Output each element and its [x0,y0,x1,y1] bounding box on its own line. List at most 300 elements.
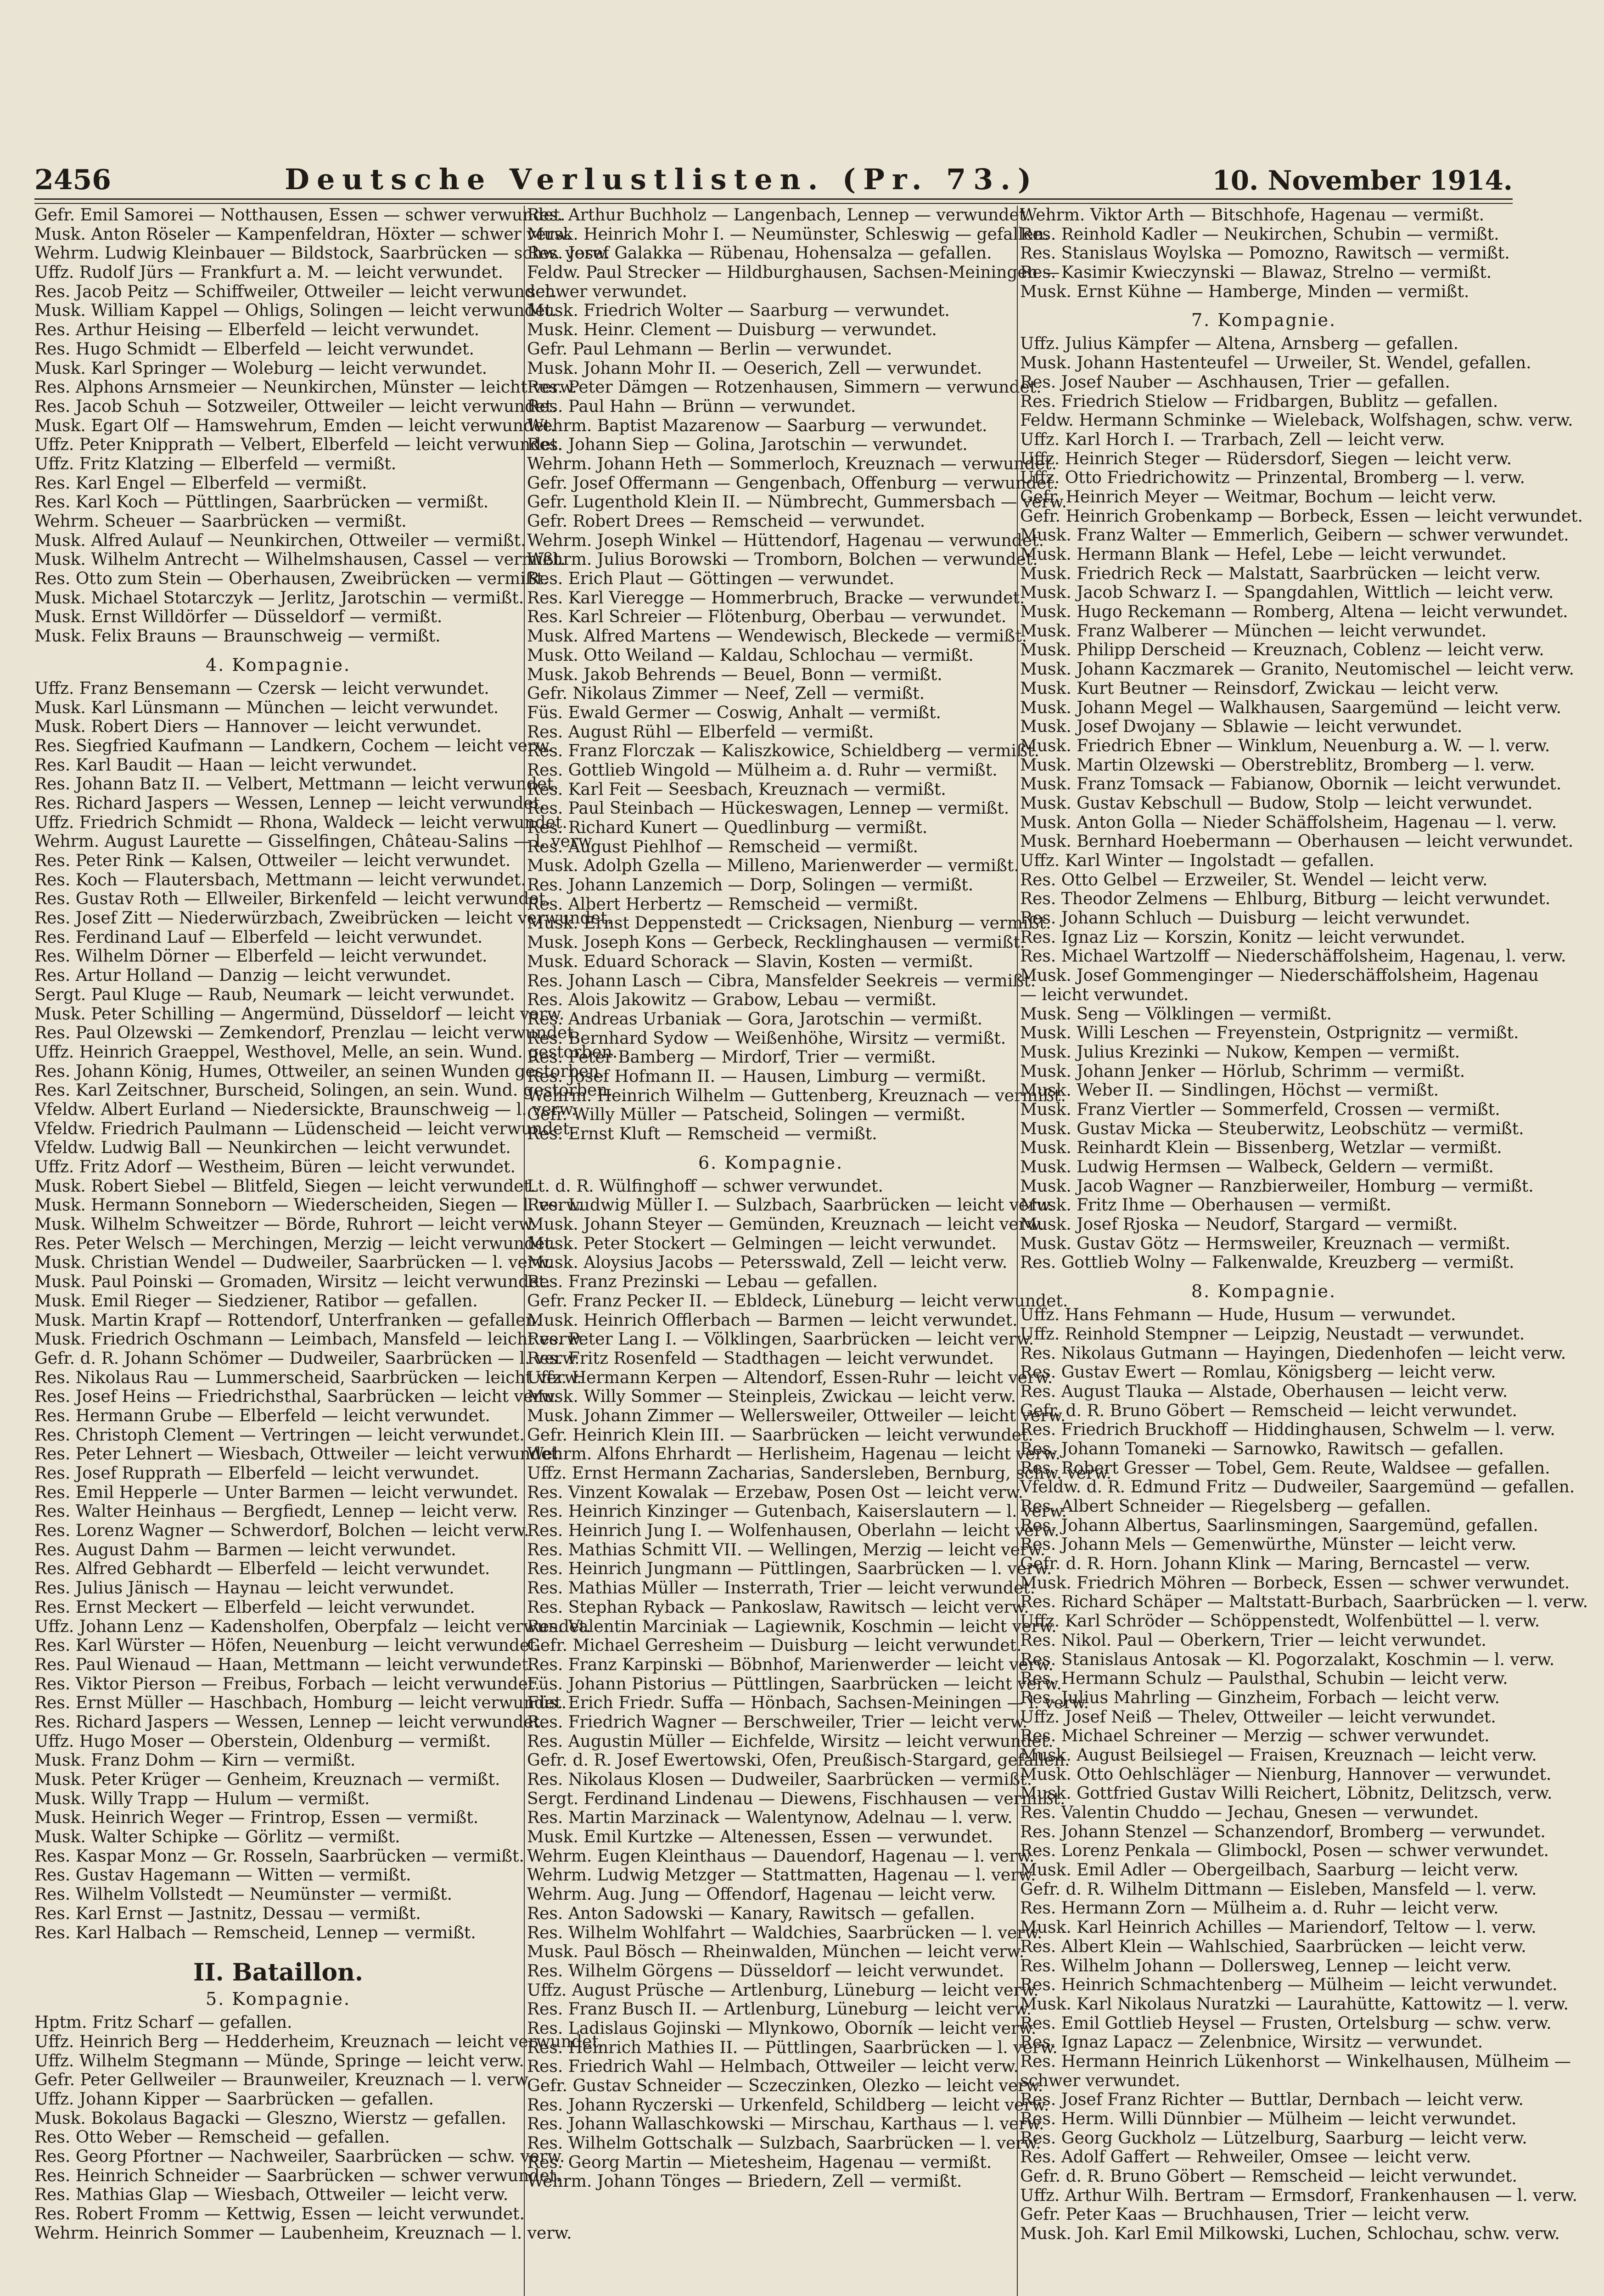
casualty-entry: Res. Bernhard Sydow — Weißenhöhe, Wirsitz — vermißt. [527,1029,1006,1048]
casualty-entry: Res. Jacob Schuh — Sotzweiler, Ottweiler — leicht verwundet. [34,397,557,416]
casualty-entry: Musk. Hermann Sonneborn — Wiederscheiden, Siegen — l. verw. [34,1196,583,1215]
casualty-entry: Res. Kasimir Kwieczynski — Blawaz, Strelno — vermißt. [1020,263,1492,282]
casualty-entry: Res. Johann Mels — Gemenwürthe, Münster — leicht verw. [1020,1535,1517,1554]
casualty-entry: Res. Peter Lang I. — Völklingen, Saarbrücken — leicht verw. [527,1330,1034,1349]
casualty-entry: Musk. Emil Adler — Obergeilbach, Saarburg — leicht verw. [1020,1861,1519,1880]
casualty-entry: Res. Herm. Willi Dünnbier — Mülheim — leicht verwundet. [1020,2110,1517,2128]
casualty-entry: Musk. William Kappel — Ohligs, Solingen — leicht verwundet. [34,301,557,321]
casualty-entry: Res. Nikolaus Gutmann — Hayingen, Diedenhofen — leicht verw. [1020,1344,1566,1363]
casualty-entry: Musk. Heinrich Mohr I. — Neumünster, Schleswig — gefallen. [527,225,1049,244]
casualty-entry: Vfeldw. Friedrich Paulmann — Lüdenscheid — leicht verwundet. [34,1119,575,1138]
casualty-entry: Res. Albert Herbertz — Remscheid — vermißt. [527,895,919,914]
casualty-entry: Res. Stephan Ryback — Pankoslaw, Rawitsch — leicht verw. [527,1598,1029,1617]
casualty-entry: Musk. Johann Kaczmarek — Granito, Neutomischel — leicht verw. [1020,660,1574,679]
page-header [34,154,1513,196]
casualty-entry: Res. Vinzent Kowalak — Erzebaw, Posen Ost — leicht verw. [527,1483,1024,1502]
casualty-entry: Res. Franz Karpinski — Böbnhof, Marienwerder — leicht verw. [527,1655,1054,1674]
casualty-entry: Musk. Anton Golla — Nieder Schäffolsheim, Hagenau — l. verw. [1020,813,1557,832]
casualty-entry: Musk. Hugo Reckemann — Romberg, Altena — leicht verwundet. [1020,602,1568,622]
casualty-entry: Res. Robert Gresser — Tobel, Gem. Reute, Waldsee — gefallen. [1020,1458,1550,1478]
casualty-entry: Res. Heinrich Jungmann — Püttlingen, Saarbrücken — l. verw. [527,1559,1052,1579]
casualty-entry: Res. Johann Stenzel — Schanzendorf, Bromberg — verwundet. [1020,1822,1546,1841]
casualty-entry: Gefr. Heinrich Meyer — Weitmar, Bochum — leicht verw. [1020,487,1497,506]
casualty-entry: Musk. Friedrich Ebner — Winklum, Neuenburg a. W. — l. verw. [1020,736,1550,755]
casualty-entry: Gefr. Heinrich Grobenkamp — Borbeck, Essen — leicht verwundet. [1020,506,1583,526]
casualty-entry: Wehrm. Viktor Arth — Bitschhofe, Hagenau — vermißt. [1020,206,1485,225]
issue-date: 10. November 1914. [1212,165,1513,196]
casualty-entry: Uffz. Karl Horch I. — Trarbach, Zell — leicht verw. [1020,430,1445,449]
casualty-entry: Musk. Karl Heinrich Achilles — Mariendorf, Teltow — l. verw. [1020,1918,1537,1937]
casualty-list [1020,334,1583,1272]
casualty-entry: Uffz. Hans Fehmann — Hude, Husum — verwundet. [1020,1306,1456,1325]
casualty-entry: Res. Andreas Urbaniak — Gora, Jarotschin — vermißt. [527,1009,982,1029]
casualty-entry: Res. Georg Pfortner — Nachweiler, Saarbrücken — schw. verw. [34,2147,565,2166]
casualty-entry: Musk. Gustav Kebschull — Budow, Stolp — leicht verwundet. [1020,793,1533,813]
casualty-entry: Füs. Ewald Germer — Coswig, Anhalt — vermißt. [527,703,942,722]
casualty-entry: Res. Peter Welsch — Merchingen, Merzig — leicht verwundet. [34,1234,557,1253]
casualty-list [34,206,610,646]
company-heading: 5. Kompagnie. [205,1989,351,2009]
casualty-entry: Musk. Jacob Wagner — Ranzbierweiler, Homburg — vermißt. [1020,1176,1534,1196]
column-divider [1017,206,1018,2296]
casualty-entry: Res. Karl Engel — Elberfeld — vermißt. [34,473,367,493]
casualty-entry: Res. Josef Zitt — Niederwürzbach, Zweibrücken — leicht verwundet. [34,909,612,928]
casualty-entry: Füs. Erich Friedr. Suffa — Hönbach, Sachsen-Meiningen — l. verw. [527,1694,1089,1713]
casualty-entry: Gefr. Josef Offermann — Gengenbach, Offenburg — verwundet. [527,473,1059,493]
casualty-entry: Gefr. Robert Drees — Remscheid — verwundet. [527,512,925,531]
casualty-entry: Musk. Egart Olf — Hamswehrum, Emden — leicht verwundet. [34,416,556,435]
casualty-entry: Gefr. Heinrich Klein III. — Saarbrücken — leicht verwundet. [527,1425,1033,1445]
casualty-entry: Res. Richard Kunert — Quedlinburg — vermißt. [527,818,928,837]
casualty-entry: Gefr. Gustav Schneider — Sczeczinken, Olezko — leicht verw. [527,2077,1043,2095]
casualty-entry: Res. Johann Wallaschkowski — Mirschau, Karthaus — l. verw. [527,2115,1044,2134]
casualty-entry: Res. Ernst Kluft — Remscheid — vermißt. [527,1125,877,1143]
casualty-entry: Wehrm. Ludwig Kleinbauer — Bildstock, Saarbrücken — schw. verw. [34,244,610,263]
casualty-entry: Res. Wilhelm Görgens — Düsseldorf — leicht verwundet. [527,1961,1004,1981]
casualty-entry: Res. Julius Mahrling — Ginzheim, Forbach — leicht verw. [1020,1688,1500,1707]
casualty-entry: Gefr. d. R. Bruno Göbert — Remscheid — leicht verwundet. [1020,2167,1517,2186]
casualty-entry: Musk. Joh. Karl Emil Milkowski, Luchen, Schlochau, schw. verw. [1020,2224,1560,2244]
casualty-entry: Musk. Heinrich Weger — Frintrop, Essen — vermißt. [34,1808,479,1828]
casualty-entry: Res. Mathias Glap — Wiesbach, Ottweiler — leicht verw. [34,2185,509,2205]
casualty-entry: Res. Peter Bamberg — Mirdorf, Trier — vermißt. [527,1048,936,1067]
casualty-entry: Musk. Martin Krapf — Rottendorf, Unterfranken — gefallen. [34,1311,542,1330]
casualty-entry: Res. Nikolaus Klosen — Dudweiler, Saarbrücken — vermißt. [527,1770,1032,1789]
casualty-entry: Musk. Johann Zimmer — Wellersweiler, Ottweiler — leicht verw. [527,1406,1066,1425]
casualty-entry: Res. Lorenz Penkala — Glimbockl, Posen — schwer verwundet. [1020,1841,1549,1861]
casualty-entry: Res. Emil Gottlieb Heysel — Frusten, Ortelsburg — schw. verw. [1020,2014,1552,2033]
casualty-entry: Res. Christoph Clement — Vertringen — leicht verwundet. [34,1425,525,1445]
casualty-entry: Sergt. Ferdinand Lindenau — Diewens, Fischhausen — vermißt. [527,1789,1066,1808]
casualty-entry: Res. Johann Siep — Golina, Jarotschin — verwundet. [527,435,968,455]
casualty-entry: Res. Karl Koch — Püttlingen, Saarbrücken — vermißt. [34,493,489,512]
casualty-entry: Res. Gustav Ewert — Romlau, Königsberg — leicht verw. [1020,1363,1496,1382]
company-heading: 7. Kompagnie. [1191,310,1337,331]
casualty-entry: Uffz. Otto Friedrichowitz — Prinzental, Bromberg — l. verw. [1020,468,1525,488]
casualty-entry: Musk. Franz Dohm — Kirn — vermißt. [34,1751,356,1770]
casualty-entry: Musk. Alfred Aulauf — Neunkirchen, Ottweiler — vermißt. [34,531,526,550]
casualty-entry: Res. Ladislaus Gojinski — Mlynkowo, Oborník — leicht verw. [527,2019,1037,2038]
casualty-entry: Uffz. Wilhelm Stegmann — Münde, Springe — leicht verw. [34,2051,524,2071]
casualty-entry: Res. Johann Schluch — Duisburg — leicht verwundet. [1020,909,1470,928]
casualty-entry: Res. Mathias Müller — Insterrath, Trier — leicht verwundet. [527,1579,1036,1598]
casualty-entry: Res. Robert Fromm — Kettwig, Essen — leicht verwundet. [34,2205,525,2224]
casualty-entry: Vfeldw. Ludwig Ball — Neunkirchen — leicht verwundet. [34,1138,511,1158]
casualty-entry: Res. Lorenz Wagner — Schwerdorf, Bolchen — leicht verw. [34,1521,529,1541]
casualty-entry: Wehrm. Julius Borowski — Tromborn, Bolchen — verwundet. [527,550,1038,569]
casualty-entry: Res. Ignaz Liz — Korszin, Konitz — leicht verwundet. [1020,928,1465,947]
casualty-entry: Res. Valentin Marciniak — Lagiewnik, Koschmin — leicht verw. [527,1617,1057,1636]
column-3 [1020,206,1588,2296]
casualty-entry: Res. Richard Schäper — Maltstatt-Burbach, Saarbrücken — l. verw. [1020,1593,1588,1612]
casualty-entry: Res. Hermann Heinrich Lükenhorst — Winkelhausen, Mülheim — [1020,2052,1571,2071]
casualty-entry: Gefr. d. R. Josef Ewertowski, Ofen, Preußisch-Stargard, gefallen. [527,1751,1070,1770]
casualty-entry: — leicht verwundet. [1020,985,1189,1004]
casualty-entry: Res. Wilhelm Vollstedt — Neumünster — vermißt. [34,1885,453,1904]
casualty-entry: Res. Wilhelm Wohlfahrt — Waldchies, Saarbrücken — l. verw. [527,1923,1043,1942]
casualty-entry: Uffz. Karl Winter — Ingolstadt — gefallen. [1020,851,1374,870]
casualty-entry: Musk. Aloysius Jacobs — Petersswald, Zell — leicht verw. [527,1253,1008,1272]
casualty-entry: Musk. Paul Bösch — Rheinwalden, München — leicht verw. [527,1942,1025,1962]
casualty-entry: Musk. Emil Kurtzke — Altenessen, Essen — verwundet. [527,1828,993,1847]
casualty-entry: Res. Ignaz Lapacz — Zelenbnice, Wirsitz — verwundet. [1020,2033,1483,2052]
casualty-entry: Musk. Martin Olzewski — Oberstreblitz, Bromberg — l. verw. [1020,755,1535,775]
casualty-entry: Res. Karl Baudit — Haan — leicht verwundet. [34,755,417,775]
casualty-entry: Uffz. Julius Kämpfer — Altena, Arnsberg — gefallen. [1020,334,1459,354]
casualty-entry: Res. Friedrich Stielow — Fridbargen, Bublitz — gefallen. [1020,392,1498,411]
casualty-entry: Res. Johann Albertus, Saarlinsmingen, Saargemünd, gefallen. [1020,1516,1538,1535]
casualty-entry: Wehrm. August Laurette — Gisselfingen, Château-Salins — l. verw. [34,832,596,851]
casualty-entry: Res. Heinrich Schneider — Saarbrücken — schwer verwundet. [34,2166,561,2185]
casualty-entry: Uffz. Arthur Wilh. Bertram — Ermsdorf, Frankenhausen — l. verw. [1020,2186,1578,2205]
casualty-list [1020,206,1508,301]
casualty-entry: Res. Ernst Meckert — Elberfeld — leicht verwundet. [34,1598,476,1617]
casualty-entry: Res. Hermann Schulz — Paulsthal, Schubin — leicht verw. [1020,1669,1508,1688]
casualty-entry: Musk. Seng — Völklingen — vermißt. [1020,1004,1332,1024]
casualty-entry: Res. Fritz Rosenfeld — Stadthagen — leicht verwundet. [527,1349,994,1368]
casualty-entry: Musk. Friedrich Reck — Malstatt, Saarbrücken — leicht verw. [1020,564,1541,583]
casualty-entry: Musk. Franz Viertler — Sommerfeld, Crossen — vermißt. [1020,1100,1500,1119]
casualty-list [1020,1306,1588,2244]
casualty-entry: Uffz. Heinrich Berg — Hedderheim, Kreuznach — leicht verwundet. [34,2032,604,2051]
casualty-entry: Uffz. Friedrich Schmidt — Rhona, Waldeck — leicht verwundet. [34,813,567,832]
casualty-entry: Musk. Peter Schilling — Angermünd, Düsseldorf — leicht verw. [34,1004,565,1024]
casualty-entry: Gefr. d. R. Johann Schömer — Dudweiler, Saarbrücken — l. verw. [34,1349,580,1368]
casualty-entry: Uffz. Heinrich Steger — Rüdersdorf, Siegen — leicht verw. [1020,449,1512,468]
casualty-entry: Uffz. Fritz Adorf — Westheim, Büren — leicht verwundet. [34,1158,516,1176]
casualty-entry: Res. Nikol. Paul — Oberkern, Trier — leicht verwundet. [1020,1631,1486,1650]
casualty-entry: Füs. Johann Pistorius — Püttlingen, Saarbrücken — leicht verw. [527,1674,1062,1694]
casualty-entry: Musk. Heinr. Clement — Duisburg — verwundet. [527,321,937,340]
casualty-entry: Musk. Kurt Beutner — Reinsdorf, Zwickau — leicht verw. [1020,679,1499,698]
casualty-entry: Gefr. Michael Gerresheim — Duisburg — leicht verwundet. [527,1636,1022,1655]
casualty-entry: Res. Karl Schreier — Flötenburg, Oberbau — verwundet. [527,608,1007,627]
casualty-entry: Res. Otto Weber — Remscheid — gefallen. [34,2128,390,2147]
casualty-entry: Res. Johann Lasch — Cibra, Mansfelder Seekreis — vermißt. [527,971,1036,990]
casualty-entry: Musk. Heinrich Offlerbach — Barmen — leicht verwundet. [527,1311,1018,1330]
casualty-entry: Musk. Bernhard Hoebermann — Oberhausen — leicht verwundet. [1020,832,1574,851]
casualty-entry: Wehrm. Alfons Ehrhardt — Herlisheim, Hagenau — leicht verw. [527,1445,1061,1464]
casualty-entry: Musk. Felix Brauns — Braunschweig — vermißt. [34,627,441,646]
casualty-entry: Res. Heinrich Kinzinger — Gutenbach, Kaiserslautern — l. verw. [527,1502,1067,1521]
casualty-entry: Res. Alois Jakowitz — Grabow, Lebau — vermißt. [527,990,937,1010]
company-heading: 8. Kompagnie. [1191,1281,1337,1302]
casualty-entry: Uffz. Reinhold Stempner — Leipzig, Neustadt — verwundet. [1020,1324,1525,1344]
casualty-entry: Musk. Friedrich Wolter — Saarburg — verwundet. [527,301,950,321]
casualty-entry: Res. Arthur Buchholz — Langenbach, Lennep — verwundet. [527,206,1031,225]
casualty-entry: Res. Johann König, Humes, Ottweiler, an seinen Wunden gestorben. [34,1062,605,1081]
casualty-entry: Musk. Johann Steyer — Gemünden, Kreuznach — leicht verw. [527,1215,1044,1234]
casualty-entry: Musk. Franz Tomsack — Fabianow, Obornik — leicht verwundet. [1020,775,1562,794]
casualty-entry: Res. Josef Rupprath — Elberfeld — leicht verwundet. [34,1464,480,1483]
casualty-entry: Res. Michael Wartzolff — Niederschäffolsheim, Hagenau, l. verw. [1020,947,1566,966]
casualty-entry: Res. Friedrich Wahl — Helmbach, Ottweiler — leicht verw. [527,2057,1019,2077]
casualty-entry: Musk. August Beilsiegel — Fraisen, Kreuznach — leicht verw. [1020,1745,1537,1765]
casualty-entry: Gefr. d. R. Horn. Johann Klink — Maring, Berncastel — verw. [1020,1554,1531,1574]
casualty-entry: Gefr. Lugenthold Klein II. — Nümbrecht, Gummersbach — verw. [527,493,1067,512]
casualty-entry: Res. Franz Prezinski — Lebau — gefallen. [527,1272,878,1292]
column-1 [34,206,618,2296]
casualty-entry: Res. Heinrich Schmachtenberg — Mülheim — leicht verwundet. [1020,1975,1558,1995]
casualty-entry: Musk. Karl Springer — Woleburg — leicht verwundet. [34,359,488,378]
casualty-entry: Musk. Johann Mohr II. — Oeserich, Zell — verwundet. [527,359,982,378]
casualty-entry: Musk. Julius Krezinki — Nukow, Kempen — vermißt. [1020,1042,1460,1062]
casualty-entry: Wehrm. Aug. Jung — Offendorf, Hagenau — leicht verw. [527,1885,996,1904]
casualty-entry: Wehrm. Eugen Kleinthaus — Dauendorf, Hagenau — l. verw. [527,1846,1035,1866]
casualty-entry: Musk. Josef Dwojany — Sblawie — leicht verwundet. [1020,717,1463,737]
casualty-entry: Res. Wilhelm Gottschalk — Sulzbach, Saarbrücken — l. verw. [527,2134,1041,2153]
casualty-entry: Musk. Weber II. — Sindlingen, Höchst — vermißt. [1020,1081,1439,1100]
casualty-entry: Sergt. Paul Kluge — Raub, Neumark — leicht verwundet. [34,985,515,1004]
casualty-entry: Res. Wilhelm Dörner — Elberfeld — leicht verwundet. [34,947,488,966]
column-divider [524,206,525,2296]
casualty-entry: Musk. Robert Siebel — Blitfeld, Siegen — leicht verwundet. [34,1176,536,1196]
casualty-entry: schwer verwundet. [1020,2071,1180,2090]
casualty-entry: Musk. Josef Gommenginger — Niederschäffolsheim, Hagenau [1020,966,1539,985]
casualty-entry: Res. Gustav Hagemann — Witten — vermißt. [34,1866,411,1885]
casualty-entry: Wehrm. Scheuer — Saarbrücken — vermißt. [34,512,407,531]
casualty-entry: Res. Hermann Grube — Elberfeld — leicht verwundet. [34,1406,490,1425]
casualty-entry: Musk. Otto Weiland — Kaldau, Schlochau — vermißt. [527,646,974,665]
casualty-entry: Res. Johann Batz II. — Velbert, Mettmann — leicht verwundet. [34,775,559,794]
casualty-entry: Musk. Peter Stockert — Gelmingen — leicht verwundet. [527,1234,997,1253]
casualty-entry: Res. Johann Tomaneki — Sarnowko, Rawitsch — gefallen. [1020,1439,1504,1458]
casualty-entry: Res. August Rühl — Elberfeld — vermißt. [527,722,874,742]
casualty-entry: Res. August Piehlhof — Remscheid — vermißt. [527,837,918,856]
casualty-entry: Res. Hugo Schmidt — Elberfeld — leicht verwundet. [34,339,474,359]
casualty-entry: Uffz. August Prüsche — Artlenburg, Lüneburg — leicht verw. [527,1981,1039,2000]
casualty-entry: Gefr. Peter Kaas — Bruchhausen, Trier — leicht verw. [1020,2205,1470,2224]
casualty-entry: Musk. Eduard Schorack — Slavin, Kosten — vermißt. [527,952,974,971]
casualty-entry: Feldw. Hermann Schminke — Wieleback, Wolfshagen, schw. verw. [1020,411,1573,430]
casualty-entry: Res. Josef Hofmann II. — Hausen, Limburg — vermißt. [527,1067,987,1086]
casualty-entry: Res. Ferdinand Lauf — Elberfeld — leicht verwundet. [34,928,483,947]
casualty-entry: Musk. Gustav Götz — Hermsweiler, Kreuznach — vermißt. [1020,1234,1511,1253]
casualty-entry: Musk. Hermann Blank — Hefel, Lebe — leicht verwundet. [1020,545,1507,564]
casualty-entry: Res. Emil Hepperle — Unter Barmen — leicht verwundet. [34,1483,519,1502]
casualty-entry: Feldw. Paul Strecker — Hildburghausen, Sachsen-Meiningen — [527,263,1060,282]
casualty-entry: Res. Richard Jaspers — Wessen, Lennep — leicht verwundet. [34,1712,545,1732]
casualty-entry: Uffz. Josef Neiß — Thelev, Ottweiler — leicht verwundet. [1020,1707,1496,1727]
casualty-entry: Res. August Tlauka — Alstade, Oberhausen — leicht verw. [1020,1382,1508,1401]
casualty-entry: Uffz. Rudolf Jürs — Frankfurt a. M. — leicht verwundet. [34,263,503,282]
casualty-entry: Musk. Jakob Behrends — Beuel, Bonn — vermißt. [527,665,942,684]
casualty-entry: Uffz. Johann Lenz — Kadensholfen, Oberpfalz — leicht verwundet. [34,1617,591,1636]
casualty-entry: Res. Josef Nauber — Aschhausen, Trier — gefallen. [1020,372,1450,392]
casualty-entry: Res. Peter Rink — Kalsen, Ottweiler — leicht verwundet. [34,851,511,870]
casualty-entry: Res. Stanislaus Woylska — Pomozno, Rawitsch — vermißt. [1020,244,1510,263]
casualty-entry: Res. Karl Ernst — Jastnitz, Dessau — vermißt. [34,1904,421,1923]
casualty-entry: Res. Walter Heinhaus — Bergfiedt, Lennep — leicht verw. [34,1502,518,1521]
casualty-entry: Wehrm. Ludwig Metzger — Stattmatten, Hagenau — l. verw. [527,1866,1036,1885]
casualty-entry: Musk. Karl Nikolaus Nuratzki — Laurahütte, Kattowitz — l. verw. [1020,1994,1569,2014]
casualty-entry: Gefr. Willy Müller — Patscheid, Solingen — vermißt. [527,1105,966,1125]
casualty-entry: Musk. Anton Röseler — Kampenfeldran, Höxter — schwer verw. [34,225,572,244]
company-heading: 6. Kompagnie. [698,1152,844,1173]
casualty-entry: Res. Koch — Flautersbach, Mettmann — leicht verwundet. [34,870,526,889]
casualty-entry: Res. Adolf Gaffert — Rehweiler, Omsee — leicht verw. [1020,2148,1471,2167]
casualty-entry: Res. Otto zum Stein — Oberhausen, Zweibrücken — vermißt. [34,569,549,589]
casualty-entry: Res. Josef Heins — Friedrichsthal, Saarbrücken — leicht verw. [34,1387,559,1407]
casualty-entry: Res. Jacob Peitz — Schiffweiler, Ottweiler — leicht verwundet. [34,282,557,301]
casualty-entry: Musk. Willi Leschen — Freyenstein, Ostprignitz — vermißt. [1020,1024,1519,1043]
casualty-entry: Musk. Robert Diers — Hannover — leicht verwundet. [34,717,482,737]
casualty-entry: Res. Peter Lehnert — Wiesbach, Ottweiler — leicht verwundet. [34,1445,563,1464]
casualty-entry: Res. Karl Feit — Seesbach, Kreuznach — vermißt. [527,780,946,799]
casualty-entry: Res. Ernst Müller — Haschbach, Homburg — leicht verwundet. [34,1694,567,1713]
casualty-entry: Musk. Jacob Schwarz I. — Spangdahlen, Wittlich — leicht verw. [1020,583,1554,602]
battalion-heading: II. Bataillon. [193,1958,364,1987]
casualty-entry: Hptm. Fritz Scharf — gefallen. [34,2013,292,2032]
casualty-entry: Res. Paul Wienaud — Haan, Mettmann — leicht verwundet. [34,1655,534,1674]
casualty-list [34,679,618,1942]
casualty-entry: Musk. Reinhardt Klein — Bissenberg, Wetzlar — vermißt. [1020,1138,1502,1158]
casualty-entry: Uffz. Johann Kipper — Saarbrücken — gefallen. [34,2089,434,2109]
casualty-list [34,2013,604,2243]
casualty-entry: Res. Reinhold Kadler — Neukirchen, Schubin — vermißt. [1020,225,1499,244]
casualty-entry: Res. Josef Franz Richter — Buttlar, Dernbach — leicht verw. [1020,2090,1524,2110]
casualty-entry: Res. Heinrich Mathies II. — Püttlingen, Saarbrücken — l. verw. [527,2038,1058,2057]
casualty-entry: Gefr. Peter Gellweiler — Braunweiler, Kreuznach — l. verw. [34,2071,532,2090]
casualty-entry: Gefr. Paul Lehmann — Berlin — verwundet. [527,339,892,359]
casualty-entry: Res. Georg Martin — Mietesheim, Hagenau — vermißt. [527,2153,992,2172]
casualty-entry: Res. Paul Hahn — Brünn — verwundet. [527,397,856,416]
casualty-entry: Res. Karl Zeitschner, Burscheid, Solingen, an sein. Wund. gestorben. [34,1081,613,1100]
casualty-entry: Res. Otto Gelbel — Erzweiler, St. Wendel — leicht verw. [1020,870,1488,889]
casualty-entry: Res. Albert Schneider — Riegelsberg — gefallen. [1020,1497,1431,1516]
casualty-entry: Res. Franz Florczak — Kaliszkowice, Schieldberg — vermißt. [527,742,1040,761]
casualty-entry: Res. Gustav Roth — Ellweiler, Birkenfeld — leicht verwundet. [34,889,551,909]
column-2 [527,206,1112,2296]
casualty-entry: Musk. Karl Lünsmann — München — leicht verwundet. [34,698,499,717]
casualty-entry: Res. Viktor Pierson — Freibus, Forbach — leicht verwundet. [34,1674,540,1694]
casualty-entry: Musk. Philipp Derscheid — Kreuznach, Coblenz — leicht verw. [1020,641,1544,660]
casualty-entry: Musk. Wilhelm Schweitzer — Börde, Ruhrort — leicht verw. [34,1215,536,1234]
casualty-entry: Res. Josef Galakka — Rübenau, Hohensalza — gefallen. [527,244,992,263]
casualty-entry: Uffz. Franz Bensemann — Czersk — leicht verwundet. [34,679,489,698]
page-number: 2456 [34,164,111,196]
casualty-entry: Res. Martin Marzinack — Walentynow, Adelnau — l. verw. [527,1808,1013,1828]
casualty-entry: Res. Gottlieb Wolny — Falkenwalde, Kreuzberg — vermißt. [1020,1253,1514,1272]
casualty-entry: Res. Alfred Gebhardt — Elberfeld — leicht verwundet. [34,1559,490,1579]
casualty-entry: Musk. Gustav Micka — Steuberwitz, Leobschütz — vermißt. [1020,1119,1524,1138]
casualty-entry: Res. Johann Ryczerski — Urkenfeld, Schildberg — leicht verw. [527,2095,1049,2115]
casualty-entry: Res. Wilhelm Johann — Dollersweg, Lennep — leicht verw. [1020,1956,1512,1975]
casualty-entry: Res. Valentin Chuddo — Jechau, Gnesen — verwundet. [1020,1803,1479,1822]
casualty-entry: Res. Anton Sadowski — Kanary, Rawitsch — gefallen. [527,1904,975,1923]
casualty-entry: Res. Nikolaus Rau — Lummerscheid, Saarbrücken — leicht verw. [34,1368,582,1387]
casualty-entry: Gefr. Franz Pecker II. — Ebldeck, Lüneburg — leicht verwundet. [527,1291,1068,1311]
company-heading: 4. Kompagnie. [205,654,351,675]
casualty-entry: Musk. Johann Hastenteufel — Urweiler, St. Wendel, gefallen. [1020,354,1531,373]
casualty-entry: Wehrm. Heinrich Wilhelm — Guttenberg, Kreuznach — vermißt. [527,1086,1066,1105]
casualty-entry: Musk. Christian Wendel — Dudweiler, Saarbrücken — l. verw. [34,1253,553,1272]
casualty-entry: Uffz. Heinrich Graeppel, Westhovel, Melle, an sein. Wund. gestorben. [34,1042,618,1062]
casualty-entry: Res. Gottlieb Wingold — Mülheim a. d. Ruhr — vermißt. [527,760,998,780]
casualty-entry: Res. Mathias Schmitt VII. — Wellingen, Merzig — leicht verw. [527,1540,1046,1559]
casualty-entry: Res. Albert Klein — Wahlschied, Saarbrücken — leicht verw. [1020,1937,1526,1956]
casualty-entry: Musk. Michael Stotarczyk — Jerlitz, Jarotschin — vermißt. [34,588,524,608]
casualty-entry: Musk. Willy Sommer — Steinpleis, Zwickau — leicht verw. [527,1387,1016,1407]
casualty-entry: Uffz. Karl Schröder — Schöppenstedt, Wolfenbüttel — l. verw. [1020,1612,1540,1631]
casualty-entry: Musk. Otto Oehlschläger — Nienburg, Hannover — verwundet. [1020,1765,1552,1784]
casualty-entry: Res. Augustin Müller — Eichfelde, Wirsitz — leicht verwundet. [527,1732,1054,1751]
casualty-entry: Res. Michael Schreiner — Merzig — schwer verwundet. [1020,1727,1490,1746]
casualty-entry: Musk. Emil Rieger — Siedziener, Ratibor — gefallen. [34,1291,478,1311]
casualty-entry: Musk. Walter Schipke — Görlitz — vermißt. [34,1828,400,1847]
casualty-list [527,1176,1112,2191]
casualty-entry: Res. Karl Halbach — Remscheid, Lennep — vermißt. [34,1923,476,1942]
casualty-entry: Wehrm. Johann Heth — Sommerloch, Kreuznach — verwundet. [527,454,1057,473]
casualty-entry: Gefr. Emil Samorei — Notthausen, Essen — schwer verwundet. [34,206,566,225]
casualty-entry: Res. Alphons Arnsmeier — Neunkirchen, Münster — leicht verw. [34,378,577,397]
casualty-entry: Musk. Johann Jenker — Hörlub, Schrimm — vermißt. [1020,1062,1465,1081]
casualty-entry: Musk. Friedrich Oschmann — Leimbach, Mansfeld — leicht verw. [34,1330,584,1349]
casualty-entry: Musk. Friedrich Möhren — Borbeck, Essen — schwer verwundet. [1020,1573,1570,1593]
casualty-entry: Musk. Gottfried Gustav Willi Reichert, Löbnitz, Delitzsch, verw. [1020,1784,1553,1803]
casualty-entry: Res. Peter Dämgen — Rotzenhausen, Simmern — verwundet. [527,378,1042,397]
casualty-entry: Wehrm. Baptist Mazarenow — Saarburg — verwundet. [527,416,987,435]
casualty-entry: Vfeldw. d. R. Edmund Fritz — Dudweiler, Saargemünd — gefallen. [1020,1478,1575,1497]
casualty-entry: Musk. Ernst Willdörfer — Düsseldorf — vermißt. [34,608,443,627]
casualty-entry: Musk. Fritz Ihme — Oberhausen — vermißt. [1020,1196,1391,1215]
casualty-entry: Res. Arthur Heising — Elberfeld — leicht verwundet. [34,321,480,340]
casualty-entry: Res. Franz Busch II. — Artlenburg, Lüneburg — leicht verw. [527,2000,1032,2019]
casualty-entry: Musk. Wilhelm Antrecht — Wilhelmshausen, Cassel — vermißt. [34,550,566,569]
casualty-entry: Musk. Johann Megel — Walkhausen, Saargemünd — leicht verw. [1020,698,1562,717]
casualty-entry: schwer verwundet. [527,282,687,301]
casualty-entry: Res. Hermann Zorn — Mülheim a. d. Ruhr — leicht verw. [1020,1899,1499,1918]
casualty-entry: Res. Paul Olzewski — Zemkendorf, Prenzlau — leicht verwundet. [34,1024,579,1043]
casualty-entry: Res. Kaspar Monz — Gr. Rosseln, Saarbrücken — vermißt. [34,1846,524,1866]
casualty-entry: Res. Friedrich Bruckhoff — Hiddinghausen, Schwelm — l. verw. [1020,1420,1555,1440]
casualty-entry: Res. Johann Lanzemich — Dorp, Solingen — vermißt. [527,876,974,895]
casualty-entry: Lt. d. R. Wülfinghoff — schwer verwundet. [527,1176,883,1196]
casualty-list [527,206,1067,1144]
casualty-entry: Musk. Peter Krüger — Genheim, Kreuznach — vermißt. [34,1770,500,1789]
casualty-entry: Musk. Ernst Kühne — Hamberge, Minden — vermißt. [1020,282,1469,301]
casualty-entry: Uffz. Ernst Hermann Zacharias, Sandersleben, Bernburg, schw. verw. [527,1464,1112,1483]
casualty-entry: Wehrm. Joseph Winkel — Hüttendorf, Hagenau — verwundet. [527,531,1044,550]
publication-title: Deutsche Verlustlisten. (Pr. 73.) [285,163,1039,196]
casualty-entry: Res. Georg Guckholz — Lützelburg, Saarburg — leicht verw. [1020,2128,1527,2148]
casualty-entry: Res. Siegfried Kaufmann — Landkern, Cochem — leicht verw. [34,736,553,755]
casualty-entry: Wehrm. Johann Tönges — Briedern, Zell — vermißt. [527,2172,962,2191]
casualty-entry: Musk. Ernst Deppenstedt — Cricksagen, Nienburg — vermißt. [527,914,1051,933]
casualty-entry: Gefr. d. R. Bruno Göbert — Remscheid — leicht verwundet. [1020,1401,1517,1420]
casualty-entry: Res. Theodor Zelmens — Ehlburg, Bitburg — leicht verwundet. [1020,889,1551,909]
casualty-entry: Res. Karl Vieregge — Hommerbruch, Bracke — verwundet. [527,588,1025,608]
